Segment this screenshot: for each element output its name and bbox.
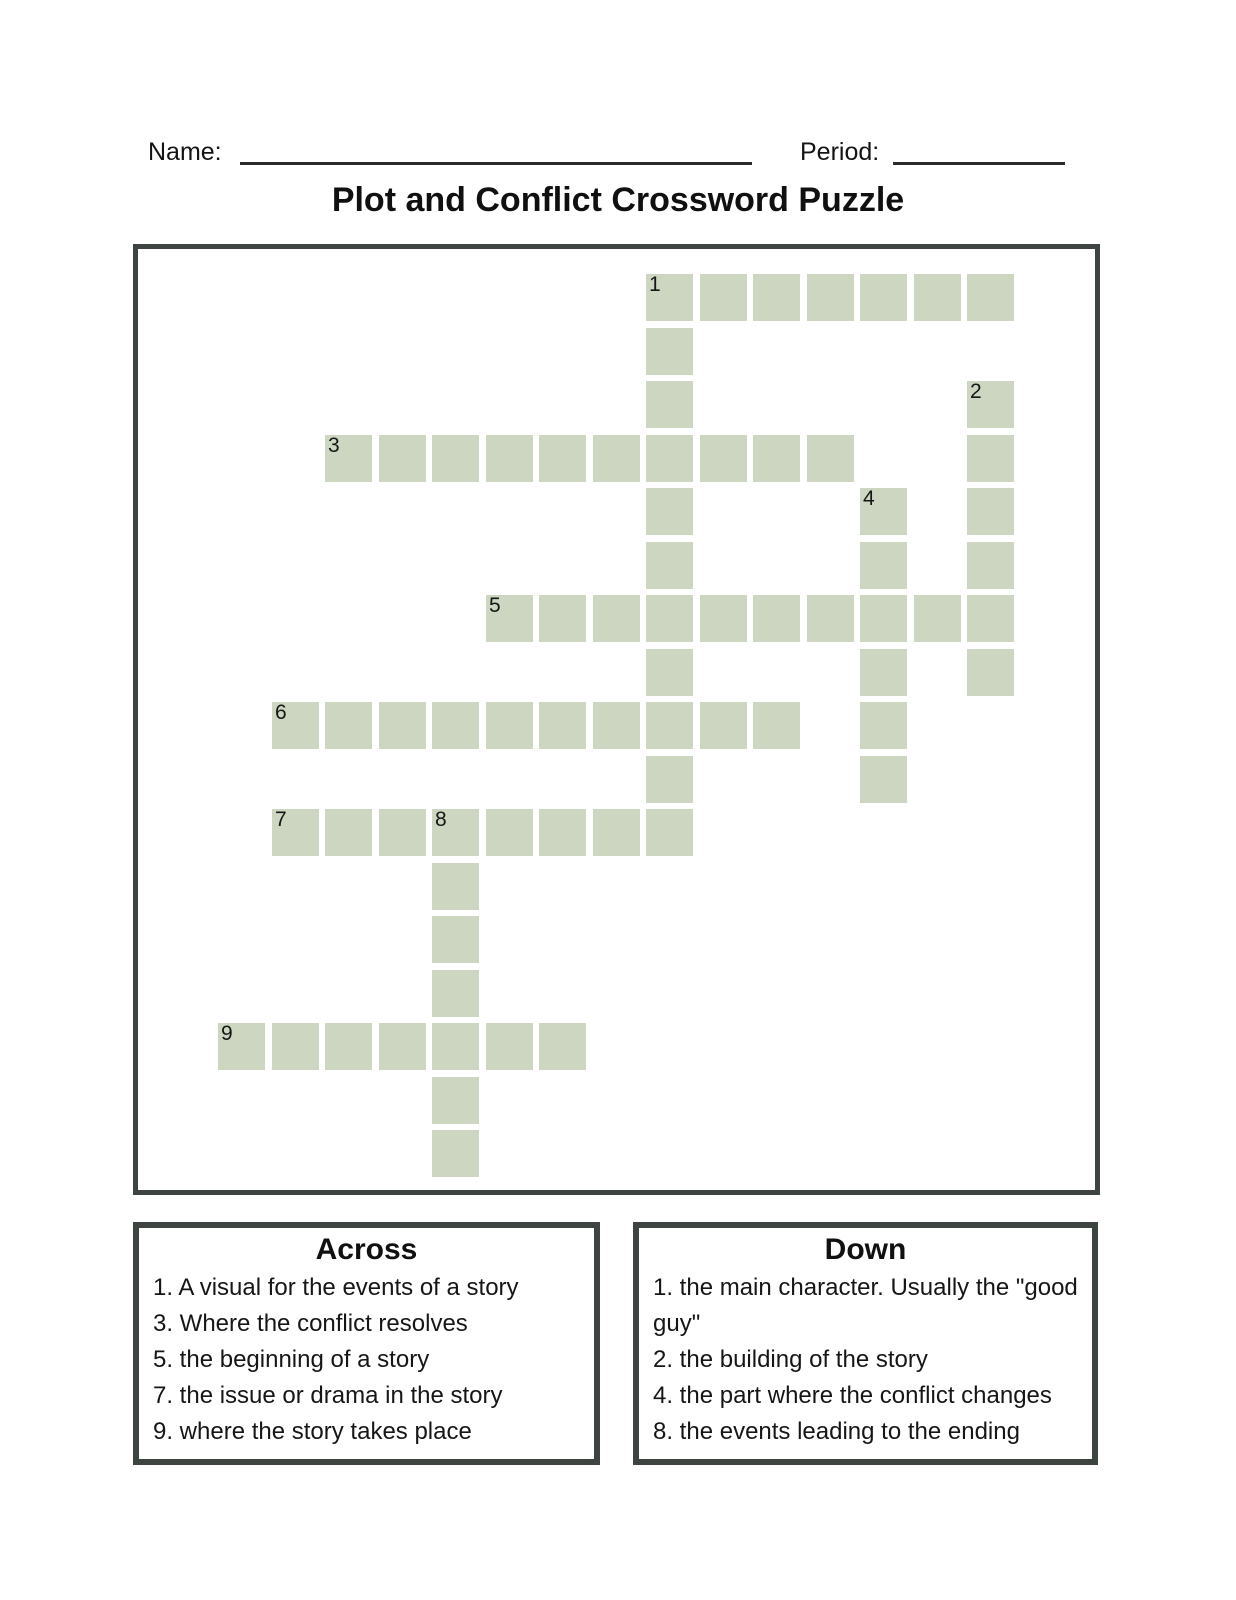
grid-cell[interactable] <box>486 702 533 749</box>
grid-cell[interactable] <box>432 1130 479 1177</box>
clue-item: 2. the building of the story <box>653 1346 928 1373</box>
cell-number: 4 <box>863 487 875 510</box>
grid-cell[interactable] <box>593 595 640 642</box>
grid-cell[interactable] <box>218 1023 265 1070</box>
cell-number: 8 <box>435 808 447 831</box>
grid-cell[interactable] <box>486 595 533 642</box>
grid-cell[interactable] <box>646 595 693 642</box>
cell-number: 5 <box>489 594 501 617</box>
grid-cell[interactable] <box>432 809 479 856</box>
cell-number: 6 <box>275 701 287 724</box>
down-clues <box>639 1270 1092 1450</box>
grid-cell[interactable] <box>432 863 479 910</box>
grid-cell[interactable] <box>379 435 426 482</box>
grid-cell[interactable] <box>325 809 372 856</box>
grid-cell[interactable] <box>860 649 907 696</box>
grid-cell[interactable] <box>753 702 800 749</box>
grid-cell[interactable] <box>967 381 1014 428</box>
grid-cell[interactable] <box>807 274 854 321</box>
period-label: Period: <box>800 138 880 166</box>
grid-cell[interactable] <box>593 702 640 749</box>
grid-cell[interactable] <box>860 488 907 535</box>
grid-cell[interactable] <box>860 542 907 589</box>
grid-cell[interactable] <box>860 702 907 749</box>
grid-cell[interactable] <box>539 1023 586 1070</box>
grid-cell[interactable] <box>967 649 1014 696</box>
grid-cell[interactable] <box>593 435 640 482</box>
grid-cell[interactable] <box>807 435 854 482</box>
grid-cell[interactable] <box>379 1023 426 1070</box>
grid-cell[interactable] <box>807 595 854 642</box>
grid-cell[interactable] <box>967 488 1014 535</box>
grid-cell[interactable] <box>486 1023 533 1070</box>
name-label: Name: <box>148 138 222 166</box>
grid-cell[interactable] <box>860 274 907 321</box>
grid-cell[interactable] <box>272 1023 319 1070</box>
grid-cell[interactable] <box>967 595 1014 642</box>
grid-cell[interactable] <box>539 435 586 482</box>
grid-cell[interactable] <box>967 435 1014 482</box>
grid-cell[interactable] <box>646 435 693 482</box>
grid-cell[interactable] <box>914 274 961 321</box>
clue-item: 3. Where the conflict resolves <box>153 1310 468 1337</box>
grid-cell[interactable] <box>646 274 693 321</box>
cell-number: 7 <box>275 808 287 831</box>
cell-number: 3 <box>328 434 340 457</box>
grid-cell[interactable] <box>272 702 319 749</box>
down-clue-box <box>633 1222 1098 1465</box>
cell-number: 2 <box>970 380 982 403</box>
grid-cell[interactable] <box>646 542 693 589</box>
grid-cell[interactable] <box>646 702 693 749</box>
grid-cell[interactable] <box>646 328 693 375</box>
clue-item: 4. the part where the conflict changes <box>653 1382 1052 1409</box>
across-clues <box>139 1270 594 1450</box>
page-title: Plot and Conflict Crossword Puzzle <box>331 181 905 219</box>
grid-cell[interactable] <box>753 435 800 482</box>
grid-cell[interactable] <box>753 274 800 321</box>
grid-cell[interactable] <box>914 595 961 642</box>
down-title: Down <box>824 1233 907 1266</box>
grid-cell[interactable] <box>539 595 586 642</box>
period-underline <box>893 162 1065 165</box>
grid-cell[interactable] <box>379 702 426 749</box>
grid-cell[interactable] <box>539 702 586 749</box>
grid-cell[interactable] <box>967 542 1014 589</box>
grid-cell[interactable] <box>860 595 907 642</box>
grid-cell[interactable] <box>700 702 747 749</box>
name-underline <box>240 162 752 165</box>
grid-cell[interactable] <box>432 916 479 963</box>
clue-item: 5. the beginning of a story <box>153 1346 430 1373</box>
grid-cell[interactable] <box>646 756 693 803</box>
grid-cell[interactable] <box>432 702 479 749</box>
grid-cell[interactable] <box>432 970 479 1017</box>
grid-cell[interactable] <box>700 274 747 321</box>
grid-cell[interactable] <box>486 809 533 856</box>
grid-cell[interactable] <box>272 809 319 856</box>
clue-item: 8. the events leading to the ending <box>653 1418 1020 1445</box>
grid-cell[interactable] <box>646 649 693 696</box>
grid-cell[interactable] <box>539 809 586 856</box>
across-title: Across <box>315 1233 418 1266</box>
grid-cell[interactable] <box>593 809 640 856</box>
grid-cell[interactable] <box>486 435 533 482</box>
grid-cell[interactable] <box>646 488 693 535</box>
across-clue-box <box>133 1222 600 1465</box>
grid-cell[interactable] <box>860 756 907 803</box>
cell-number: 9 <box>221 1022 233 1045</box>
grid-cell[interactable] <box>379 809 426 856</box>
grid-cell[interactable] <box>432 1023 479 1070</box>
grid-cell[interactable] <box>432 1077 479 1124</box>
grid-cell[interactable] <box>646 809 693 856</box>
grid-cell[interactable] <box>432 435 479 482</box>
cell-number: 1 <box>649 273 661 296</box>
grid-cell[interactable] <box>700 435 747 482</box>
grid-cell[interactable] <box>753 595 800 642</box>
clue-item: 7. the issue or drama in the story <box>153 1382 503 1409</box>
clue-item: 1. the main character. Usually the "good guy" <box>653 1274 1078 1337</box>
grid-cell[interactable] <box>700 595 747 642</box>
grid-cell[interactable] <box>325 702 372 749</box>
grid-cell[interactable] <box>646 381 693 428</box>
grid-cell[interactable] <box>325 435 372 482</box>
crossword-grid <box>133 244 1100 1195</box>
clue-item: 9. where the story takes place <box>153 1418 472 1445</box>
grid-cell[interactable] <box>967 274 1014 321</box>
clue-item: 1. A visual for the events of a story <box>153 1274 519 1301</box>
grid-cell[interactable] <box>325 1023 372 1070</box>
